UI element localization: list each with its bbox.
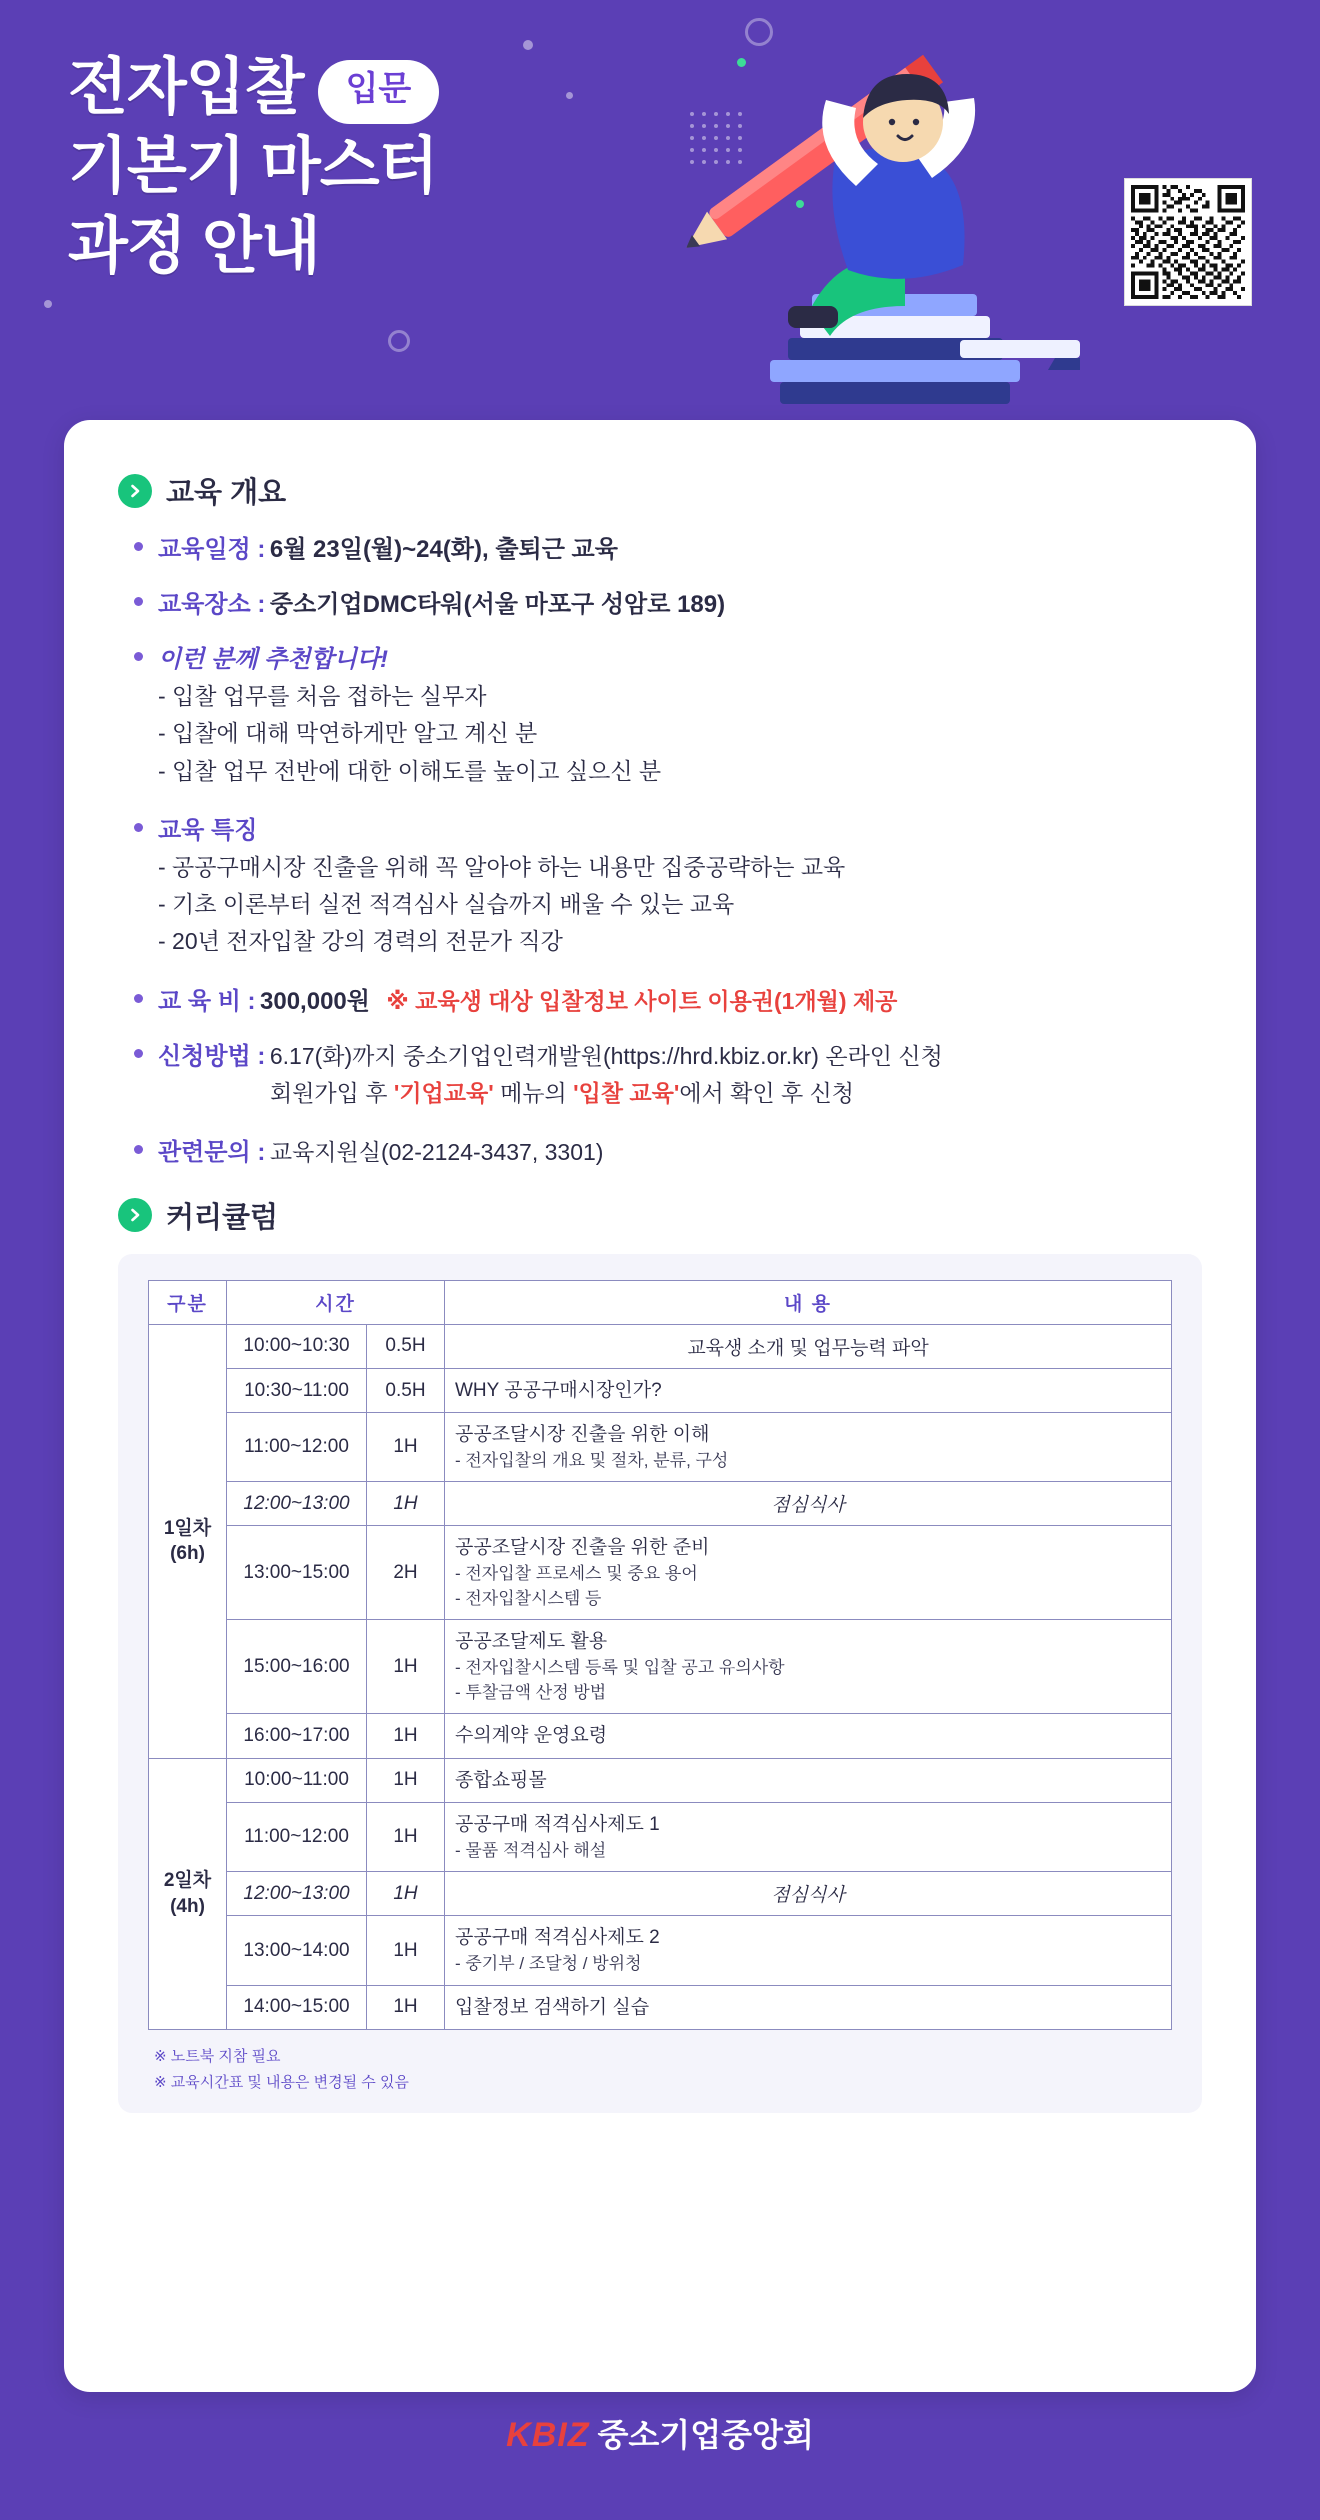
overview-features-lines: [158, 849, 1210, 961]
day-cell-1: [149, 1324, 227, 1758]
hours-cell: 1H: [367, 1413, 445, 1482]
content-cell: [445, 1413, 1172, 1482]
title-line-3: 과정 안내: [68, 211, 320, 281]
time-cell: 16:00~17:00: [227, 1714, 367, 1759]
overview-contact-label: 관련문의 :: [158, 1138, 266, 1166]
apply-line2-c: 메뉴의: [493, 1079, 574, 1106]
list-item: [132, 639, 1210, 790]
time-cell: 15:00~16:00: [227, 1620, 367, 1714]
table-header-row: [149, 1280, 1172, 1324]
content-cell: [445, 1526, 1172, 1620]
apply-line2-b: '기업교육': [393, 1079, 494, 1106]
day-hours: (6h): [170, 1543, 205, 1565]
overview-schedule-value: 6월 23일(월)~24(화), 출퇴근 교육: [269, 536, 618, 563]
time-cell: 12:00~13:00: [227, 1482, 367, 1526]
table-row: [149, 1368, 1172, 1413]
overview-features-label: 교육 특징: [158, 816, 258, 844]
time-cell: 11:00~12:00: [227, 1413, 367, 1482]
time-cell: 11:00~12:00: [227, 1803, 367, 1872]
list-item: [132, 584, 1210, 619]
content-sub: - 전자입찰의 개요 및 절차, 분류, 구성: [455, 1450, 729, 1470]
recommend-line: - 입찰 업무를 처음 접하는 실무자: [158, 683, 487, 709]
table-row: [149, 1526, 1172, 1620]
time-cell: 12:00~13:00: [227, 1872, 367, 1916]
day-cell-2: [149, 1758, 227, 2029]
qr-code[interactable]: [1124, 178, 1252, 306]
overview-recommend-lines: [158, 678, 1210, 790]
table-row: [149, 1714, 1172, 1759]
content-sub: - 전자입찰시스템 등록 및 입찰 공고 유의사항: [455, 1657, 785, 1677]
hours-cell: 2H: [367, 1526, 445, 1620]
list-item: [132, 1036, 1210, 1112]
chevron-right-icon: [118, 1198, 152, 1232]
table-row: [149, 1482, 1172, 1526]
overview-schedule-label: 교육일정 :: [158, 536, 266, 563]
overview-fee-value: 300,000원: [260, 987, 370, 1015]
day-label: 2일차: [163, 1870, 212, 1892]
section-title-curriculum: 커리큘럼: [166, 1201, 279, 1234]
overview-venue-value: 중소기업DMC타워(서울 마포구 성암로 189): [269, 591, 726, 618]
time-cell: 10:30~11:00: [227, 1368, 367, 1413]
hours-cell: 1H: [367, 1714, 445, 1759]
time-cell: 10:00~11:00: [227, 1758, 367, 1803]
list-item: [132, 981, 1210, 1016]
hours-cell: 1H: [367, 1803, 445, 1872]
list-item: [132, 529, 1210, 564]
footer: [0, 2410, 1320, 2456]
poster-header: [0, 0, 1320, 440]
illustration-person-with-pencil: [660, 10, 1080, 450]
col-header-time: 시간: [227, 1280, 445, 1324]
content-title: 공공구매 적격심사제도 1: [455, 1814, 660, 1836]
col-header-division: 구분: [149, 1280, 227, 1324]
note-line: ※ 교육시간표 및 내용은 변경될 수 있음: [154, 2073, 409, 2091]
overview-venue-label: 교육장소 :: [158, 591, 266, 618]
hours-cell: 1H: [367, 1872, 445, 1916]
overview-list: [110, 529, 1210, 1167]
table-row: [149, 1872, 1172, 1916]
section-title-overview: 교육 개요: [166, 477, 287, 509]
organization-name: 중소기업중앙회: [597, 2417, 814, 2453]
content-title: 공공조달시장 진출을 위한 이해: [455, 1424, 710, 1446]
time-cell: 13:00~14:00: [227, 1916, 367, 1985]
feature-line: - 기초 이론부터 실전 적격심사 실습까지 배울 수 있는 교육: [158, 891, 735, 917]
section-header-overview: [118, 470, 1210, 511]
list-item: [132, 1132, 1210, 1167]
curriculum-table: [148, 1280, 1172, 2030]
level-badge: 입문: [318, 60, 440, 124]
apply-line2-a: 회원가입 후: [270, 1079, 394, 1106]
day-label: 1일차: [163, 1517, 212, 1539]
apply-line2-d: '입찰 교육': [573, 1079, 680, 1106]
day-hours: (4h): [170, 1895, 205, 1917]
content-cell: [445, 1620, 1172, 1714]
content-sub: - 전자입찰 프로세스 및 중요 용어: [455, 1564, 698, 1584]
content-cell: 종합쇼핑몰: [445, 1758, 1172, 1803]
content-title: 공공조달제도 활용: [455, 1631, 608, 1653]
content-cell: 교육생 소개 및 업무능력 파악: [445, 1324, 1172, 1368]
title-line-1: 전자입찰: [68, 53, 304, 122]
content-sub: - 물품 적격심사 해설: [455, 1840, 607, 1860]
overview-contact-value: 교육지원실(02-2124-3437, 3301): [269, 1138, 604, 1165]
content-title: 공공구매 적격심사제도 2: [455, 1927, 660, 1949]
overview-recommend-label: 이런 분께 추천합니다!: [158, 646, 388, 673]
content-cell: [445, 1916, 1172, 1985]
table-row: [149, 1620, 1172, 1714]
content-cell: [445, 1803, 1172, 1872]
table-row: [149, 1916, 1172, 1985]
chevron-right-icon: [118, 474, 152, 508]
note-line: ※ 노트북 지참 필요: [154, 2048, 281, 2066]
content-card: [64, 420, 1256, 2392]
content-cell: 점심식사: [445, 1872, 1172, 1916]
feature-line: - 공공구매시장 진출을 위해 꼭 알아야 하는 내용만 집중공략하는 교육: [158, 853, 846, 880]
table-row: [149, 1413, 1172, 1482]
hours-cell: 0.5H: [367, 1368, 445, 1413]
time-cell: 10:00~10:30: [227, 1324, 367, 1368]
table-row: [149, 1758, 1172, 1803]
feature-line: - 20년 전자입찰 강의 경력의 전문가 직강: [158, 928, 563, 955]
section-header-curriculum: [118, 1195, 1210, 1236]
title-line-2: 기본기 마스터: [68, 132, 438, 202]
recommend-line: - 입찰 업무 전반에 대한 이해도를 높이고 싶으신 분: [158, 757, 662, 784]
overview-fee-label: 교 육 비 :: [158, 987, 256, 1015]
curriculum-panel: [118, 1254, 1202, 2113]
content-sub: - 중기부 / 조달청 / 방위청: [455, 1953, 642, 1973]
curriculum-notes: [154, 2044, 1168, 2095]
hours-cell: 0.5H: [367, 1324, 445, 1368]
col-header-content: 내 용: [445, 1280, 1172, 1324]
overview-apply-label: 신청방법 :: [158, 1042, 266, 1070]
content-cell: 점심식사: [445, 1482, 1172, 1526]
page-title: [68, 48, 439, 286]
table-row: [149, 1324, 1172, 1368]
kbiz-logo: KBIZ: [506, 2416, 590, 2454]
content-cell: 수의계약 운영요령: [445, 1714, 1172, 1759]
apply-line2-e: 에서 확인 후 신청: [679, 1079, 855, 1106]
content-cell: WHY 공공구매시장인가?: [445, 1368, 1172, 1413]
hours-cell: 1H: [367, 1758, 445, 1803]
hours-cell: 1H: [367, 1916, 445, 1985]
table-row: [149, 1803, 1172, 1872]
time-cell: 13:00~15:00: [227, 1526, 367, 1620]
hours-cell: 1H: [367, 1985, 445, 2030]
table-row: [149, 1985, 1172, 2030]
list-item: [132, 810, 1210, 961]
time-cell: 14:00~15:00: [227, 1985, 367, 2030]
overview-apply-line2: [158, 1075, 1210, 1112]
hours-cell: 1H: [367, 1620, 445, 1714]
recommend-line: - 입찰에 대해 막연하게만 알고 계신 분: [158, 720, 538, 747]
hours-cell: 1H: [367, 1482, 445, 1526]
content-sub: - 투찰금액 산정 방법: [455, 1682, 607, 1702]
content-cell: 입찰정보 검색하기 실습: [445, 1985, 1172, 2030]
content-title: 공공조달시장 진출을 위한 준비: [455, 1537, 710, 1559]
content-sub: - 전자입찰시스템 등: [455, 1588, 602, 1608]
overview-apply-line1: 6.17(화)까지 중소기업인력개발원(https://hrd.kbiz.or.kr) 온라인 신청: [269, 1042, 943, 1069]
overview-fee-note: ※ 교육생 대상 입찰정보 사이트 이용권(1개월) 제공: [386, 987, 898, 1014]
